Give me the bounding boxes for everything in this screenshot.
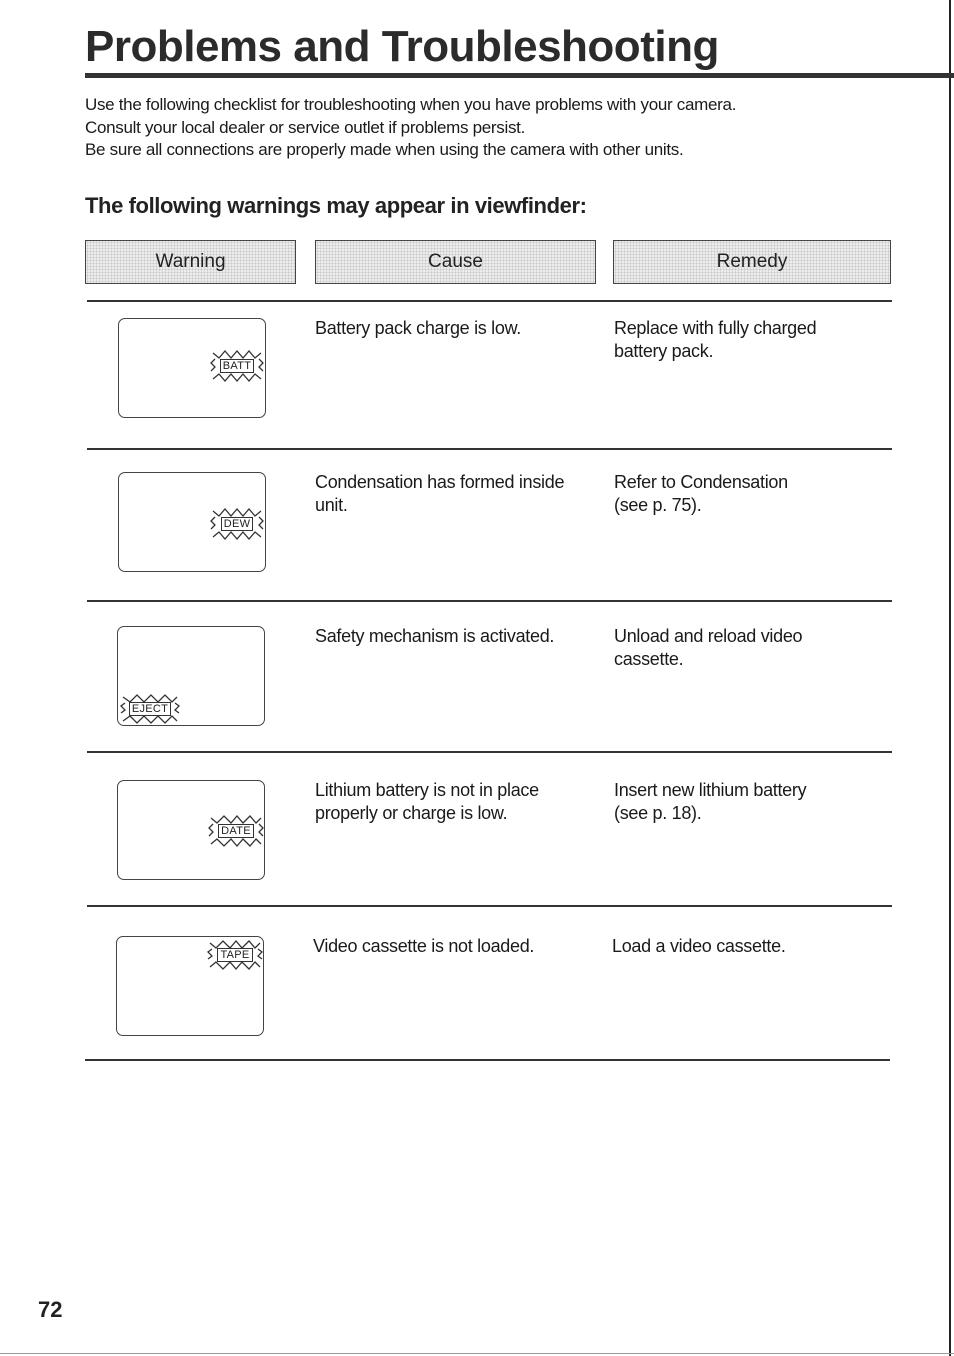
- remedy-line: (see p. 18).: [614, 803, 702, 823]
- remedy-cell: [614, 625, 802, 671]
- remedy-cell: [612, 935, 786, 958]
- cause-cell: [315, 471, 564, 517]
- row-divider: [87, 600, 892, 602]
- remedy-line: Replace with fully charged: [614, 318, 817, 338]
- header-cause: Cause: [315, 240, 596, 284]
- warning-indicator-date: [207, 812, 265, 850]
- remedy-line: Unload and reload video: [614, 626, 803, 646]
- remedy-line: Load a video cassette.: [612, 936, 786, 956]
- viewfinder-frame: [117, 626, 265, 726]
- cause-line: properly or charge is low.: [315, 803, 508, 823]
- title-underline: [85, 73, 954, 78]
- section-heading: The following warnings may appear in viewfinder:: [85, 193, 587, 218]
- indicator-label: EJECT: [129, 702, 171, 716]
- row-divider: [87, 448, 892, 450]
- viewfinder-frame: [118, 472, 266, 572]
- warning-indicator-tape: [206, 937, 264, 973]
- intro-line: Be sure all connections are properly made when using the camera with other units.: [85, 140, 684, 159]
- remedy-line: cassette.: [614, 649, 684, 669]
- remedy-line: (see p. 75).: [614, 495, 702, 515]
- intro-line: Use the following checklist for troubleshooting when you have problems with your camera.: [85, 95, 737, 114]
- cause-line: Condensation has formed inside: [315, 472, 565, 492]
- viewfinder-frame: [116, 936, 264, 1036]
- remedy-cell: [614, 317, 816, 363]
- page-edge-bottom: [0, 1353, 954, 1354]
- indicator-label: DATE: [218, 824, 254, 838]
- remedy-line: battery pack.: [614, 341, 714, 361]
- header-remedy: Remedy: [613, 240, 891, 284]
- indicator-label: BATT: [220, 359, 255, 373]
- page-number: 72: [38, 1297, 63, 1322]
- row-divider: [87, 751, 892, 753]
- row-divider: [85, 1059, 890, 1061]
- cause-cell: [315, 779, 539, 825]
- warning-indicator-eject: [119, 691, 181, 727]
- intro-line: Consult your local dealer or service outlet if problems persist.: [85, 117, 525, 137]
- cause-line: Safety mechanism is activated.: [315, 626, 555, 646]
- page-title: Problems and Troubleshooting: [85, 22, 719, 71]
- viewfinder-frame: [117, 780, 265, 880]
- viewfinder-frame: [118, 318, 266, 418]
- remedy-line: Insert new lithium battery: [614, 780, 807, 800]
- remedy-line: Refer to Condensation: [614, 472, 788, 492]
- row-divider: [87, 905, 892, 907]
- warning-indicator-dew: [209, 505, 265, 543]
- page-edge-right: [949, 0, 951, 1356]
- header-warning: Warning: [85, 240, 296, 284]
- cause-cell: [315, 317, 521, 340]
- row-divider: [87, 300, 892, 302]
- cause-line: unit.: [315, 495, 348, 515]
- warning-indicator-batt: [209, 347, 265, 385]
- remedy-cell: [614, 471, 788, 517]
- remedy-cell: [614, 779, 806, 825]
- cause-line: Video cassette is not loaded.: [313, 936, 535, 956]
- indicator-label: DEW: [221, 517, 254, 531]
- cause-line: Lithium battery is not in place: [315, 780, 539, 800]
- cause-cell: [315, 625, 554, 648]
- intro-paragraph: [85, 94, 736, 162]
- cause-cell: [313, 935, 534, 958]
- cause-line: Battery pack charge is low.: [315, 318, 522, 338]
- indicator-label: TAPE: [217, 948, 252, 962]
